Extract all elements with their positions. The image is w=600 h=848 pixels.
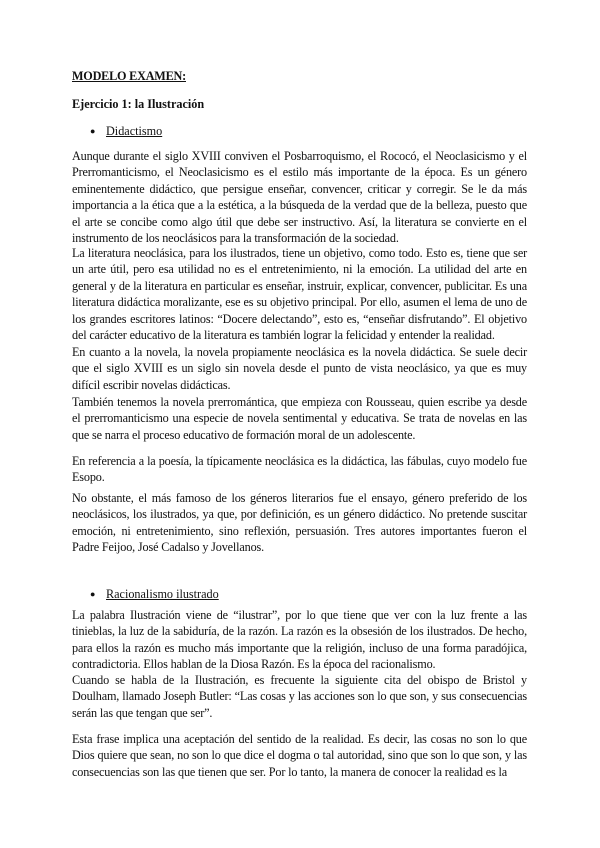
bullet-icon: ● [90,589,96,599]
exercise-title: Ejercicio 1: la Ilustración [72,97,205,111]
section-heading-didactismo [90,123,162,139]
paragraph: Aunque durante el siglo XVIII conviven el Posbarroquismo, el Rococó, el Neoclasicismo y el Prerromanticismo, el Neoclasicismo es el estilo más importante de la época. Es un género eminentemente didáctico, que persigue enseñar, convencer, criticar y corregir. Se le da más importancia a la ética que a la estética, a la búsqueda de la verdad que de la belleza, puesto que el arte se concibe como algo útil que debe ser instructivo. Así, la literatura se convierte en el instrumento de los neoclásicos para la transformación de la sociedad. [72,149,527,246]
paragraph: En referencia a la poesía, la típicamente neoclásica es la didáctica, las fábulas, cuyo modelo fue Esopo. [72,454,527,485]
paragraph: La literatura neoclásica, para los ilustrados, tiene un objetivo, como todo. Esto es, tiene que ser un arte útil, pero esa utilidad no es el entretenimiento, ni la emoción. La utilidad del arte en general y de la literatura en particular es enseñar, instruir, explicar, convencer, publicitar. Es una literatura didáctica moralizante, ese es su objetivo principal. Por ello, asumen el lema de uno de los grandes escritores latinos: “Docere delectando”, esto es, “enseñar disfrutando”. El objetivo del carácter educativo de la literatura es también lograr la felicidad y entender la realidad. [72,246,527,343]
paragraph: Cuando se habla de la Ilustración, es frecuente la siguiente cita del obispo de Bristol y Doulham, llamado Joseph Butler: “Las cosas y las acciones son lo que son, y sus consecuencias serán las que tengan que ser”. [72,673,527,720]
section-heading-label: Racionalismo ilustrado [106,587,219,601]
paragraph: Esta frase implica una aceptación del sentido de la realidad. Es decir, las cosas no son lo que Dios quiere que sean, no son lo que dice el dogma o tal autoridad, sino que son lo que son, y las consecuencias son las que tienen que ser. Por lo tanto, la manera de conocer la realidad es la [72,732,527,779]
paragraph: No obstante, el más famoso de los géneros literarios fue el ensayo, género preferido de los neoclásicos, los ilustrados, ya que, por definición, es un género didáctico. No pretende suscitar emoción, ni entretenimiento, sino reflexión, persuasión. Tres autores importantes fueron el Padre Feijoo, José Cadalso y Jovellanos. [72,491,527,555]
section-heading-label: Didactismo [106,124,163,138]
bullet-icon: ● [90,126,96,136]
paragraph: La palabra Ilustración viene de “ilustrar”, por lo que tiene que ver con la luz frente a las tinieblas, la luz de la sabiduría, de la razón. La razón es la obsesión de los ilustrados. De hecho, para ellos la razón es mucho más importante que la religión, incluso de una forma paradójica, contradictoria. Ellos hablan de la Diosa Razón. Es la época del racionalismo. [72,608,527,672]
exam-title: MODELO EXAMEN: [72,69,186,83]
paragraph: En cuanto a la novela, la novela propiamente neoclásica es la novela didáctica. Se suele decir que el siglo XVIII es un siglo sin novela desde el punto de vista neoclásico, ya que es muy difícil escribir novelas didácticas. [72,345,527,392]
paragraph: También tenemos la novela prerromántica, que empieza con Rousseau, quien escribe ya desde el prerromanticismo una especie de novela sentimental y educativa. Se trata de novelas en las que se narra el proceso educativo de formación moral de un adolescente. [72,395,527,442]
section-heading-racionalismo [90,586,219,602]
